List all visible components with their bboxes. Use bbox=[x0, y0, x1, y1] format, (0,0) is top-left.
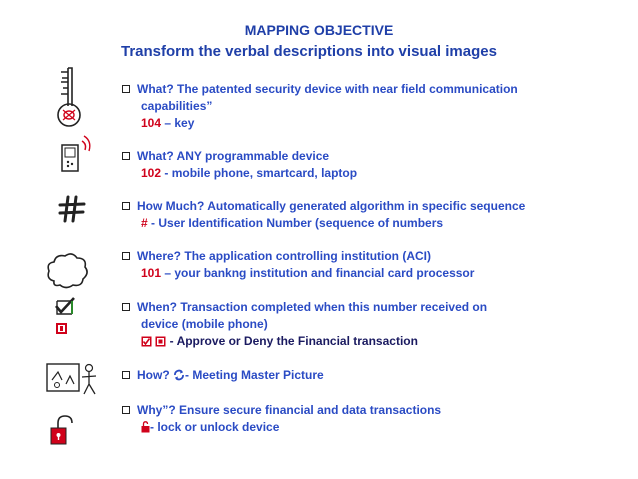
item-code: 102 bbox=[141, 166, 162, 180]
checkbox-bullet-icon bbox=[122, 85, 130, 93]
item-description: Transaction completed when this number received on bbox=[180, 300, 488, 314]
mobile-device-icon bbox=[58, 133, 94, 175]
item-code-desc: - Meeting Master Picture bbox=[185, 368, 324, 382]
checkbox-bullet-icon bbox=[122, 152, 130, 160]
item-description: Ensure secure financial and data transactions bbox=[179, 403, 442, 417]
item-question: Why”? bbox=[137, 403, 176, 417]
list-item-how bbox=[122, 367, 324, 386]
hash-icon bbox=[57, 194, 87, 224]
item-question: What? bbox=[137, 82, 174, 96]
checkbox-bullet-icon bbox=[122, 303, 130, 311]
item-description-cont: device (mobile phone) bbox=[141, 317, 268, 331]
meeting-picture-icon bbox=[44, 360, 100, 396]
checkbox-bullet-icon bbox=[122, 371, 130, 379]
item-code-desc: - Approve or Deny the Financial transaction bbox=[166, 334, 418, 348]
item-code-desc: your bankng institution and financial card processor bbox=[171, 266, 475, 280]
approve-checkbox-icon bbox=[141, 335, 152, 352]
item-description: The application controlling institution (ACI) bbox=[184, 249, 432, 263]
padlock-icon bbox=[48, 414, 80, 448]
checkbox-bullet-icon bbox=[122, 406, 130, 414]
approve-deny-icon bbox=[50, 297, 80, 341]
page-subtitle: Transform the verbal descriptions into visual images bbox=[121, 43, 497, 60]
list-item-what-key bbox=[122, 81, 518, 132]
item-code-sep: – bbox=[161, 266, 172, 280]
item-question: What? bbox=[137, 149, 174, 163]
key-icon bbox=[50, 66, 84, 128]
item-description: Automatically generated algorithm in specific sequence bbox=[207, 199, 526, 213]
page-title: MAPPING OBJECTIVE bbox=[244, 22, 394, 38]
list-item-how-much bbox=[122, 198, 525, 232]
item-code-desc: - lock or unlock device bbox=[150, 420, 280, 434]
checkbox-bullet-icon bbox=[122, 252, 130, 260]
item-code-desc: - mobile phone, smartcard, laptop bbox=[161, 166, 358, 180]
item-code-sep: – bbox=[161, 116, 172, 130]
small-padlock-icon bbox=[141, 421, 150, 438]
item-code-desc: - User Identification Number (sequence of numbers bbox=[147, 216, 444, 230]
item-code: 101 bbox=[141, 266, 162, 280]
item-question: How? bbox=[137, 368, 170, 382]
item-question: When? bbox=[137, 300, 177, 314]
deny-box-icon bbox=[155, 335, 166, 352]
item-code: 104 bbox=[141, 116, 162, 130]
item-code-desc: key bbox=[171, 116, 195, 130]
item-question: How Much? bbox=[137, 199, 205, 213]
item-question: Where? bbox=[137, 249, 182, 263]
item-description: ANY programmable device bbox=[176, 149, 330, 163]
list-item-what-device bbox=[122, 148, 357, 182]
cloud-icon bbox=[44, 251, 90, 291]
item-description: The patented security device with near field communication bbox=[177, 82, 518, 96]
checkbox-bullet-icon bbox=[122, 202, 130, 210]
list-item-why bbox=[122, 402, 441, 438]
item-description-cont: capabilities” bbox=[141, 99, 213, 113]
sync-arrows-icon bbox=[173, 369, 185, 386]
item-code: # bbox=[141, 216, 148, 230]
list-item-where bbox=[122, 248, 474, 282]
list-item-when bbox=[122, 299, 487, 352]
